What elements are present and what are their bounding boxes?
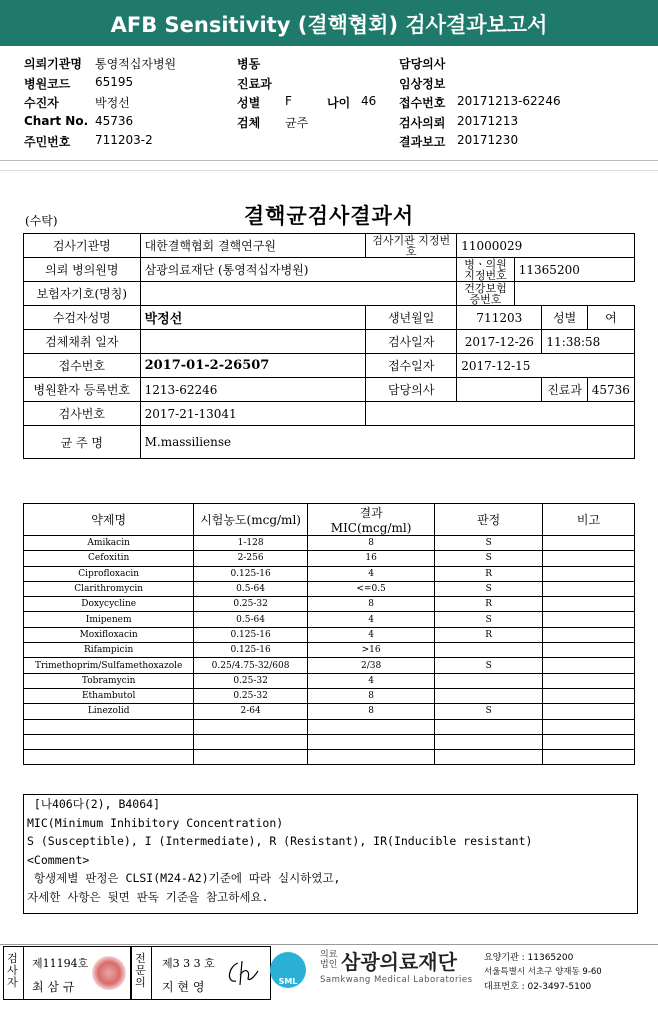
accession-value: 2017-01-2-26507: [140, 354, 366, 378]
hosp-code-value: 11365200: [514, 258, 634, 282]
drug-cell: Imipenem: [24, 612, 194, 627]
meta-row: [24, 74, 134, 95]
range-cell: 0.25-32: [194, 597, 308, 612]
remark-cell: [543, 581, 635, 596]
report-header-title: AFB Sensitivity (결핵협회) 검사결과보고서: [110, 13, 548, 37]
judgement-cell: R: [435, 627, 543, 642]
specialist-title: 전문의: [135, 952, 146, 989]
mic-header: [307, 504, 434, 536]
remark-cell: [543, 658, 635, 673]
sex-value: 여: [587, 306, 634, 330]
org-prefix: [320, 950, 337, 970]
dept-value: 45736: [587, 378, 634, 402]
range-cell: [194, 719, 308, 734]
mic-cell: 8: [307, 536, 434, 551]
meta-label: 결과보고: [399, 135, 446, 149]
judgement-cell: R: [435, 566, 543, 581]
judgement-cell: R: [435, 597, 543, 612]
table-row: [24, 402, 635, 426]
lab-label: 검사기관명: [24, 234, 141, 258]
susceptibility-rows: [24, 536, 635, 765]
susceptibility-table: [23, 503, 635, 765]
mic-cell: 4: [307, 627, 434, 642]
drug-cell: Cefoxitin: [24, 551, 194, 566]
specialist-name: 지 현 영: [162, 980, 205, 994]
judgement-cell: [435, 734, 543, 749]
report-header: [0, 0, 658, 46]
mic-cell: 2/38: [307, 658, 434, 673]
table-row: [24, 354, 635, 378]
drug-cell: Ciprofloxacin: [24, 566, 194, 581]
org-english: Samkwang Medical Laboratories: [320, 975, 473, 985]
insured-label: 보험자기호(명칭): [24, 282, 141, 306]
exam-no-label: 검사번호: [24, 402, 141, 426]
notes-line: 항생제별 판정은 CLSI(M24-A2)기준에 따라 실시하였고,: [27, 871, 341, 885]
drug-cell: [24, 750, 194, 765]
meta-row: [24, 113, 134, 134]
meta-label: 담당의사: [399, 57, 446, 71]
meta-row: [24, 133, 153, 153]
judgement-cell: S: [435, 612, 543, 627]
table-row: [24, 750, 635, 765]
mic-cell: 4: [307, 612, 434, 627]
meta-col1: [24, 55, 177, 153]
table-row: [24, 688, 635, 703]
report-title: 결핵균검사결과서: [243, 203, 415, 228]
doctor-value: [457, 378, 542, 402]
mic-cell: <=0.5: [307, 581, 434, 596]
remark-cell: [543, 750, 635, 765]
ward-label: 병동: [237, 57, 261, 71]
meta-label: 의뢰기관명: [24, 57, 82, 71]
table-row: [24, 581, 635, 596]
patient-info-table: [23, 233, 635, 459]
notes-line: 자세한 사항은 뒷면 판독 기준을 참고하세요.: [27, 889, 269, 904]
doctor-label: 담당의사: [366, 378, 457, 402]
mic-cell: [307, 719, 434, 734]
dob-value: 711203: [457, 306, 542, 330]
table-row: [24, 282, 635, 306]
divider: [0, 160, 658, 161]
range-cell: 0.5-64: [194, 612, 308, 627]
range-cell: 0.25-32: [194, 688, 308, 703]
table-row: [24, 612, 635, 627]
drug-header: 약제명: [24, 504, 194, 536]
meta-col2: [237, 55, 377, 133]
notes-code: [나406다(2), B4064]: [27, 797, 160, 811]
notes-line: S (Susceptible), I (Intermediate), R (Resistant), IR(Inducible resistant): [27, 834, 533, 848]
lab-code-value: 11000029: [457, 234, 635, 258]
drug-cell: [24, 734, 194, 749]
drug-cell: Linezolid: [24, 704, 194, 719]
judgement-cell: [435, 719, 543, 734]
range-cell: [194, 750, 308, 765]
sex-label: 성별: [542, 306, 587, 330]
accession-label: 접수번호: [24, 354, 141, 378]
drug-cell: [24, 719, 194, 734]
meta-value: 20171213-62246: [457, 94, 561, 108]
insured-value: [140, 282, 457, 306]
patient-label: 수검자성명: [24, 306, 141, 330]
collect-label: 검체채취 일자: [24, 330, 141, 354]
remark-cell: [543, 704, 635, 719]
meta-col3: [399, 55, 561, 153]
mic-header-line2: MIC(mcg/ml): [330, 521, 412, 535]
range-cell: 0.5-64: [194, 581, 308, 596]
table-row: [24, 536, 635, 551]
remark-cell: [543, 719, 635, 734]
test-date-label: 검사일자: [366, 330, 457, 354]
range-cell: 0.125-16: [194, 627, 308, 642]
remark-cell: [543, 643, 635, 658]
strain-label: 균 주 명: [24, 426, 141, 459]
table-row: [24, 234, 635, 258]
remark-cell: [543, 688, 635, 703]
mic-cell: >16: [307, 643, 434, 658]
specialist-license: 제3 3 3 호: [162, 957, 215, 970]
notes-box: [23, 794, 638, 914]
range-cell: 0.25/4.75-32/608: [194, 658, 308, 673]
dept-label: 진료과: [542, 378, 587, 402]
drug-cell: Trimethoprim/Sulfamethoxazole: [24, 658, 194, 673]
remark-cell: [543, 597, 635, 612]
range-cell: 2-64: [194, 704, 308, 719]
meta-value: 20171213: [457, 113, 519, 128]
meta-value: 박정선: [95, 96, 130, 110]
meta-label: 접수번호: [399, 96, 446, 110]
health-no-label: 건강보험 증번호: [457, 282, 515, 306]
notes-line: <Comment>: [27, 852, 90, 867]
test-time-value: 11:38:58: [542, 330, 635, 354]
examiner-name: 최 삼 규: [32, 980, 75, 994]
drug-cell: Rifampicin: [24, 643, 194, 658]
drug-cell: Doxycycline: [24, 597, 194, 612]
patient-value: 박정선: [140, 306, 366, 330]
drug-cell: Clarithromycin: [24, 581, 194, 596]
meta-value: 711203-2: [95, 133, 153, 147]
reg-no-value: 1213-62246: [140, 378, 366, 402]
meta-row: [24, 94, 130, 114]
seal-stamp: [92, 956, 126, 990]
table-row: [24, 627, 635, 642]
remark-cell: [543, 612, 635, 627]
range-cell: [194, 734, 308, 749]
examiner-box: [3, 946, 131, 1000]
req-hosp-label: 의뢰 병의원명: [24, 258, 141, 282]
table-row: [24, 378, 635, 402]
specimen-value: 균주: [285, 115, 309, 130]
logo-text: SML: [278, 977, 298, 986]
judgement-cell: S: [435, 551, 543, 566]
drug-cell: Moxifloxacin: [24, 627, 194, 642]
mic-cell: 4: [307, 673, 434, 688]
judgement-cell: [435, 643, 543, 658]
dob-label: 생년월일: [366, 306, 457, 330]
remark-cell: [543, 627, 635, 642]
meta-label: 임상정보: [399, 76, 446, 91]
mic-cell: 4: [307, 566, 434, 581]
strain-value: M.massiliense: [140, 426, 634, 459]
lab-code-label: 검사기관 지정번호: [366, 234, 457, 258]
mic-cell: 16: [307, 551, 434, 566]
table-row: [24, 719, 635, 734]
judgement-header: 판정: [435, 504, 543, 536]
mic-cell: 8: [307, 688, 434, 703]
mic-cell: 8: [307, 704, 434, 719]
range-header: 시험농도(mcg/ml): [194, 504, 308, 536]
table-row: [24, 673, 635, 688]
sml-logo-icon: [270, 952, 306, 988]
remark-header: 비고: [543, 504, 635, 536]
test-date-value: 2017-12-26: [457, 330, 542, 354]
range-cell: 0.125-16: [194, 643, 308, 658]
remark-cell: [543, 566, 635, 581]
remark-cell: [543, 536, 635, 551]
meta-label: Chart No.: [24, 113, 89, 128]
meta-value: 20171230: [457, 133, 519, 147]
range-cell: 1-128: [194, 536, 308, 551]
exam-no-value: 2017-21-13041: [140, 402, 366, 426]
hosp-code-label: 병ㆍ의원 지정번호: [457, 258, 515, 282]
meta-value: 65195: [95, 74, 134, 89]
meta-label: 병원코드: [24, 76, 71, 91]
judgement-cell: S: [435, 581, 543, 596]
health-no-value: [514, 282, 634, 306]
meta-label: 검사의뢰: [399, 115, 446, 130]
address: 서울특별시 서초구 양재동 9-60: [484, 967, 602, 977]
drug-cell: Amikacin: [24, 536, 194, 551]
receipt-label: (수탁): [25, 214, 58, 228]
org-prefix-1: 의료: [320, 950, 338, 960]
range-cell: 2-256: [194, 551, 308, 566]
table-row: [24, 330, 635, 354]
phone: 대표번호 : 02-3497-5100: [484, 982, 592, 992]
mic-cell: [307, 750, 434, 765]
specialist-box: [131, 946, 271, 1000]
dept-label: 진료과: [237, 76, 272, 91]
reg-no-label: 병원환자 등록번호: [24, 378, 141, 402]
judgement-cell: S: [435, 536, 543, 551]
mic-header-line1: 결과: [359, 506, 383, 520]
mic-cell: 8: [307, 597, 434, 612]
accept-date-value: 2017-12-15: [457, 354, 635, 378]
collect-value: [140, 330, 366, 354]
care-code: 요양기관 : 11365200: [484, 953, 574, 963]
notes-line: MIC(Minimum Inhibitory Concentration): [27, 815, 284, 830]
judgement-cell: [435, 688, 543, 703]
mic-cell: [307, 734, 434, 749]
org-prefix-2: 법인: [320, 960, 338, 970]
table-row: [24, 658, 635, 673]
divider: [0, 170, 658, 171]
meta-label: 수진자: [24, 96, 59, 110]
age-value: 46: [361, 94, 377, 108]
remark-cell: [543, 734, 635, 749]
sex-label: 성별: [237, 96, 261, 110]
footer-divider: [0, 944, 658, 945]
table-row: [24, 426, 635, 459]
drug-cell: Tobramycin: [24, 673, 194, 688]
table-row: [24, 306, 635, 330]
lab-value: 대한결핵협회 결핵연구원: [140, 234, 366, 258]
meta-value: 통영적십자병원: [95, 57, 177, 71]
accept-date-label: 접수일자: [366, 354, 457, 378]
remark-cell: [543, 673, 635, 688]
req-hosp-value: 삼광의료재단 (통영적십자병원): [140, 258, 457, 282]
table-row: [24, 734, 635, 749]
examiner-license: 제11194호: [32, 957, 89, 970]
remark-cell: [543, 551, 635, 566]
table-row: [24, 551, 635, 566]
drug-cell: Ethambutol: [24, 688, 194, 703]
sex-value: F: [285, 94, 292, 108]
meta-row: [24, 55, 177, 75]
table-row: [24, 566, 635, 581]
table-row: [24, 258, 635, 282]
meta-value: 45736: [95, 113, 134, 128]
exam-no-extra: [366, 402, 635, 426]
signature-icon: [224, 957, 260, 989]
org-name: 삼광의료재단: [341, 950, 457, 974]
age-label: 나이: [327, 96, 351, 110]
table-row: [24, 597, 635, 612]
judgement-cell: [435, 673, 543, 688]
range-cell: 0.125-16: [194, 566, 308, 581]
examiner-title: 검사자: [7, 952, 18, 989]
meta-label: 주민번호: [24, 135, 71, 149]
specimen-label: 검체: [237, 115, 261, 130]
table-row: [24, 704, 635, 719]
judgement-cell: S: [435, 658, 543, 673]
judgement-cell: [435, 750, 543, 765]
range-cell: 0.25-32: [194, 673, 308, 688]
judgement-cell: S: [435, 704, 543, 719]
table-header-row: [24, 504, 635, 536]
table-row: [24, 643, 635, 658]
